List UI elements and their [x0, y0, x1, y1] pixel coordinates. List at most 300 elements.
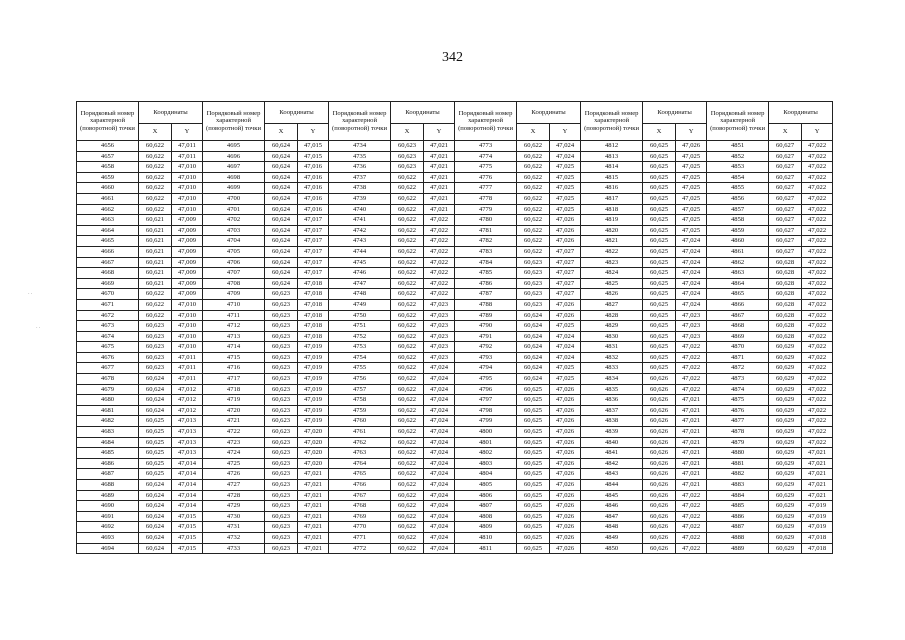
x-value-cell: 60,626 [643, 448, 676, 459]
header-y: Y [802, 124, 833, 141]
point-number-cell: 4804 [455, 469, 517, 480]
x-value-cell: 60,625 [517, 437, 550, 448]
x-value-cell: 60,622 [391, 416, 424, 427]
point-number-cell: 4869 [707, 331, 769, 342]
table-row [77, 236, 833, 247]
x-value-cell: 60,624 [139, 384, 172, 395]
x-value-cell: 60,626 [643, 511, 676, 522]
y-value-cell: 47,018 [298, 321, 329, 332]
point-number-cell: 4701 [203, 204, 265, 215]
x-value-cell: 60,629 [769, 395, 802, 406]
point-number-cell: 4685 [77, 448, 139, 459]
point-number-cell: 4823 [581, 257, 643, 268]
x-value-cell: 60,622 [391, 458, 424, 469]
point-number-cell: 4700 [203, 193, 265, 204]
x-value-cell: 60,629 [769, 416, 802, 427]
table-row [77, 289, 833, 300]
y-value-cell: 47,026 [550, 437, 581, 448]
x-value-cell: 60,625 [643, 278, 676, 289]
y-value-cell: 47,021 [802, 448, 833, 459]
point-number-cell: 4720 [203, 405, 265, 416]
y-value-cell: 47,022 [424, 268, 455, 279]
point-number-cell: 4674 [77, 331, 139, 342]
table-row [77, 225, 833, 236]
y-value-cell: 47,025 [550, 193, 581, 204]
table-row [77, 395, 833, 406]
y-value-cell: 47,010 [172, 299, 203, 310]
y-value-cell: 47,024 [424, 490, 455, 501]
x-value-cell: 60,622 [391, 331, 424, 342]
y-value-cell: 47,009 [172, 215, 203, 226]
point-number-cell: 4834 [581, 374, 643, 385]
y-value-cell: 47,022 [802, 246, 833, 257]
table-row [77, 480, 833, 491]
y-value-cell: 47,026 [550, 416, 581, 427]
point-number-cell: 4782 [455, 236, 517, 247]
x-value-cell: 60,625 [517, 532, 550, 543]
x-value-cell: 60,622 [391, 384, 424, 395]
y-value-cell: 47,023 [424, 321, 455, 332]
y-value-cell: 47,024 [424, 363, 455, 374]
point-number-cell: 4755 [329, 363, 391, 374]
point-number-cell: 4872 [707, 363, 769, 374]
y-value-cell: 47,010 [172, 193, 203, 204]
x-value-cell: 60,626 [643, 458, 676, 469]
y-value-cell: 47,010 [172, 204, 203, 215]
y-value-cell: 47,022 [802, 289, 833, 300]
point-number-cell: 4800 [455, 427, 517, 438]
y-value-cell: 47,015 [172, 543, 203, 554]
point-number-cell: 4704 [203, 236, 265, 247]
point-number-cell: 4799 [455, 416, 517, 427]
x-value-cell: 60,624 [265, 215, 298, 226]
y-value-cell: 47,024 [676, 268, 707, 279]
table-row [77, 352, 833, 363]
point-number-cell: 4843 [581, 469, 643, 480]
y-value-cell: 47,022 [676, 511, 707, 522]
x-value-cell: 60,624 [139, 511, 172, 522]
y-value-cell: 47,012 [172, 384, 203, 395]
x-value-cell: 60,625 [517, 427, 550, 438]
header-y: Y [424, 124, 455, 141]
y-value-cell: 47,023 [424, 331, 455, 342]
x-value-cell: 60,624 [517, 321, 550, 332]
x-value-cell: 60,623 [265, 480, 298, 491]
x-value-cell: 60,627 [769, 236, 802, 247]
y-value-cell: 47,019 [298, 342, 329, 353]
point-number-cell: 4679 [77, 384, 139, 395]
x-value-cell: 60,623 [265, 384, 298, 395]
y-value-cell: 47,024 [676, 289, 707, 300]
point-number-cell: 4691 [77, 511, 139, 522]
point-number-cell: 4710 [203, 299, 265, 310]
header-x: X [643, 124, 676, 141]
y-value-cell: 47,014 [172, 469, 203, 480]
point-number-cell: 4673 [77, 321, 139, 332]
point-number-cell: 4765 [329, 469, 391, 480]
y-value-cell: 47,017 [298, 257, 329, 268]
x-value-cell: 60,626 [643, 384, 676, 395]
point-number-cell: 4770 [329, 522, 391, 533]
y-value-cell: 47,021 [676, 458, 707, 469]
point-number-cell: 4735 [329, 151, 391, 162]
table-row [77, 299, 833, 310]
y-value-cell: 47,021 [424, 183, 455, 194]
point-number-cell: 4826 [581, 289, 643, 300]
x-value-cell: 60,622 [391, 257, 424, 268]
table-row [77, 374, 833, 385]
y-value-cell: 47,021 [298, 511, 329, 522]
x-value-cell: 60,629 [769, 437, 802, 448]
x-value-cell: 60,625 [517, 384, 550, 395]
x-value-cell: 60,623 [139, 352, 172, 363]
point-number-cell: 4743 [329, 236, 391, 247]
y-value-cell: 47,022 [424, 225, 455, 236]
y-value-cell: 47,022 [802, 321, 833, 332]
point-number-cell: 4709 [203, 289, 265, 300]
y-value-cell: 47,024 [676, 236, 707, 247]
y-value-cell: 47,022 [424, 289, 455, 300]
point-number-cell: 4781 [455, 225, 517, 236]
y-value-cell: 47,019 [298, 416, 329, 427]
x-value-cell: 60,628 [769, 289, 802, 300]
table-row [77, 384, 833, 395]
y-value-cell: 47,019 [802, 501, 833, 512]
table-row [77, 490, 833, 501]
point-number-cell: 4728 [203, 490, 265, 501]
point-number-cell: 4797 [455, 395, 517, 406]
y-value-cell: 47,024 [424, 427, 455, 438]
point-number-cell: 4661 [77, 193, 139, 204]
x-value-cell: 60,629 [769, 511, 802, 522]
y-value-cell: 47,009 [172, 278, 203, 289]
header-point-number: Порядковый номер характерной (поворотной) точки [203, 102, 265, 141]
point-number-cell: 4714 [203, 342, 265, 353]
point-number-cell: 4878 [707, 427, 769, 438]
y-value-cell: 47,026 [550, 395, 581, 406]
point-number-cell: 4880 [707, 448, 769, 459]
x-value-cell: 60,623 [265, 437, 298, 448]
x-value-cell: 60,626 [643, 480, 676, 491]
table-row [77, 416, 833, 427]
y-value-cell: 47,022 [802, 172, 833, 183]
point-number-cell: 4730 [203, 511, 265, 522]
x-value-cell: 60,622 [391, 204, 424, 215]
y-value-cell: 47,022 [676, 501, 707, 512]
x-value-cell: 60,626 [643, 374, 676, 385]
x-value-cell: 60,623 [265, 374, 298, 385]
x-value-cell: 60,622 [391, 405, 424, 416]
header-x: X [517, 124, 550, 141]
y-value-cell: 47,019 [802, 511, 833, 522]
x-value-cell: 60,629 [769, 543, 802, 554]
x-value-cell: 60,628 [769, 278, 802, 289]
x-value-cell: 60,627 [769, 215, 802, 226]
y-value-cell: 47,009 [172, 246, 203, 257]
header-y: Y [550, 124, 581, 141]
table-row [77, 183, 833, 194]
x-value-cell: 60,625 [517, 522, 550, 533]
x-value-cell: 60,624 [139, 501, 172, 512]
y-value-cell: 47,015 [298, 141, 329, 152]
y-value-cell: 47,021 [424, 162, 455, 173]
x-value-cell: 60,622 [391, 469, 424, 480]
point-number-cell: 4784 [455, 257, 517, 268]
y-value-cell: 47,009 [172, 268, 203, 279]
point-number-cell: 4686 [77, 458, 139, 469]
y-value-cell: 47,022 [802, 384, 833, 395]
y-value-cell: 47,024 [550, 151, 581, 162]
y-value-cell: 47,022 [802, 151, 833, 162]
point-number-cell: 4845 [581, 490, 643, 501]
x-value-cell: 60,624 [265, 151, 298, 162]
point-number-cell: 4672 [77, 310, 139, 321]
y-value-cell: 47,027 [550, 268, 581, 279]
point-number-cell: 4722 [203, 427, 265, 438]
point-number-cell: 4718 [203, 384, 265, 395]
point-number-cell: 4769 [329, 511, 391, 522]
point-number-cell: 4753 [329, 342, 391, 353]
y-value-cell: 47,026 [550, 405, 581, 416]
y-value-cell: 47,022 [676, 490, 707, 501]
x-value-cell: 60,626 [643, 501, 676, 512]
table-body [77, 141, 833, 554]
y-value-cell: 47,025 [676, 151, 707, 162]
point-number-cell: 4818 [581, 204, 643, 215]
point-number-cell: 4792 [455, 342, 517, 353]
y-value-cell: 47,010 [172, 342, 203, 353]
x-value-cell: 60,623 [265, 405, 298, 416]
x-value-cell: 60,629 [769, 405, 802, 416]
x-value-cell: 60,622 [391, 278, 424, 289]
point-number-cell: 4669 [77, 278, 139, 289]
x-value-cell: 60,629 [769, 469, 802, 480]
point-number-cell: 4703 [203, 225, 265, 236]
header-point-number: Порядковый номер характерной (поворотной) точки [581, 102, 643, 141]
x-value-cell: 60,626 [643, 405, 676, 416]
x-value-cell: 60,624 [139, 532, 172, 543]
x-value-cell: 60,629 [769, 384, 802, 395]
x-value-cell: 60,622 [139, 151, 172, 162]
header-y: Y [172, 124, 203, 141]
point-number-cell: 4681 [77, 405, 139, 416]
y-value-cell: 47,010 [172, 183, 203, 194]
y-value-cell: 47,024 [424, 480, 455, 491]
point-number-cell: 4734 [329, 141, 391, 152]
header-point-number: Порядковый номер характерной (поворотной) точки [707, 102, 769, 141]
y-value-cell: 47,024 [550, 331, 581, 342]
point-number-cell: 4729 [203, 501, 265, 512]
y-value-cell: 47,022 [802, 193, 833, 204]
x-value-cell: 60,625 [643, 257, 676, 268]
point-number-cell: 4696 [203, 151, 265, 162]
table-row [77, 278, 833, 289]
point-number-cell: 4732 [203, 532, 265, 543]
y-value-cell: 47,021 [676, 427, 707, 438]
x-value-cell: 60,629 [769, 352, 802, 363]
x-value-cell: 60,629 [769, 490, 802, 501]
y-value-cell: 47,024 [676, 246, 707, 257]
point-number-cell: 4811 [455, 543, 517, 554]
y-value-cell: 47,009 [172, 236, 203, 247]
y-value-cell: 47,026 [550, 384, 581, 395]
point-number-cell: 4819 [581, 215, 643, 226]
point-number-cell: 4814 [581, 162, 643, 173]
y-value-cell: 47,025 [550, 374, 581, 385]
y-value-cell: 47,022 [802, 183, 833, 194]
point-number-cell: 4777 [455, 183, 517, 194]
table-row [77, 162, 833, 173]
y-value-cell: 47,025 [676, 162, 707, 173]
point-number-cell: 4839 [581, 427, 643, 438]
x-value-cell: 60,626 [643, 543, 676, 554]
x-value-cell: 60,622 [517, 172, 550, 183]
point-number-cell: 4850 [581, 543, 643, 554]
point-number-cell: 4787 [455, 289, 517, 300]
point-number-cell: 4779 [455, 204, 517, 215]
x-value-cell: 60,624 [139, 405, 172, 416]
y-value-cell: 47,022 [802, 236, 833, 247]
table-row [77, 532, 833, 543]
y-value-cell: 47,010 [172, 321, 203, 332]
point-number-cell: 4858 [707, 215, 769, 226]
y-value-cell: 47,023 [424, 352, 455, 363]
point-number-cell: 4883 [707, 480, 769, 491]
point-number-cell: 4846 [581, 501, 643, 512]
x-value-cell: 60,625 [643, 310, 676, 321]
x-value-cell: 60,623 [265, 363, 298, 374]
x-value-cell: 60,622 [517, 183, 550, 194]
header-point-number: Порядковый номер характерной (поворотной) точки [329, 102, 391, 141]
x-value-cell: 60,629 [769, 427, 802, 438]
y-value-cell: 47,021 [802, 469, 833, 480]
y-value-cell: 47,019 [298, 374, 329, 385]
point-number-cell: 4868 [707, 321, 769, 332]
y-value-cell: 47,022 [802, 405, 833, 416]
point-number-cell: 4692 [77, 522, 139, 533]
y-value-cell: 47,022 [802, 204, 833, 215]
x-value-cell: 60,623 [139, 331, 172, 342]
x-value-cell: 60,629 [769, 448, 802, 459]
x-value-cell: 60,624 [265, 162, 298, 173]
x-value-cell: 60,623 [517, 268, 550, 279]
table-row [77, 246, 833, 257]
point-number-cell: 4767 [329, 490, 391, 501]
point-number-cell: 4828 [581, 310, 643, 321]
y-value-cell: 47,024 [424, 395, 455, 406]
point-number-cell: 4817 [581, 193, 643, 204]
point-number-cell: 4757 [329, 384, 391, 395]
x-value-cell: 60,625 [643, 363, 676, 374]
point-number-cell: 4793 [455, 352, 517, 363]
x-value-cell: 60,625 [643, 151, 676, 162]
point-number-cell: 4849 [581, 532, 643, 543]
table-row [77, 522, 833, 533]
x-value-cell: 60,622 [391, 480, 424, 491]
x-value-cell: 60,625 [517, 448, 550, 459]
x-value-cell: 60,623 [265, 289, 298, 300]
header-coordinates: Координаты [265, 102, 329, 124]
y-value-cell: 47,021 [424, 151, 455, 162]
coordinates-table [76, 101, 833, 554]
table-row [77, 543, 833, 554]
y-value-cell: 47,025 [676, 225, 707, 236]
y-value-cell: 47,025 [676, 204, 707, 215]
x-value-cell: 60,623 [265, 511, 298, 522]
y-value-cell: 47,018 [298, 331, 329, 342]
point-number-cell: 4750 [329, 310, 391, 321]
y-value-cell: 47,016 [298, 162, 329, 173]
y-value-cell: 47,025 [550, 321, 581, 332]
point-number-cell: 4680 [77, 395, 139, 406]
point-number-cell: 4771 [329, 532, 391, 543]
y-value-cell: 47,021 [424, 204, 455, 215]
x-value-cell: 60,628 [769, 268, 802, 279]
point-number-cell: 4822 [581, 246, 643, 257]
header-y: Y [298, 124, 329, 141]
y-value-cell: 47,022 [802, 162, 833, 173]
y-value-cell: 47,022 [802, 352, 833, 363]
x-value-cell: 60,622 [391, 172, 424, 183]
point-number-cell: 4698 [203, 172, 265, 183]
x-value-cell: 60,623 [265, 342, 298, 353]
y-value-cell: 47,009 [172, 225, 203, 236]
x-value-cell: 60,625 [517, 469, 550, 480]
x-value-cell: 60,624 [265, 183, 298, 194]
point-number-cell: 4794 [455, 363, 517, 374]
x-value-cell: 60,625 [643, 183, 676, 194]
y-value-cell: 47,022 [802, 299, 833, 310]
y-value-cell: 47,011 [172, 352, 203, 363]
y-value-cell: 47,022 [802, 395, 833, 406]
y-value-cell: 47,026 [550, 215, 581, 226]
x-value-cell: 60,622 [391, 363, 424, 374]
y-value-cell: 47,011 [172, 363, 203, 374]
point-number-cell: 4885 [707, 501, 769, 512]
table-row [77, 331, 833, 342]
point-number-cell: 4711 [203, 310, 265, 321]
point-number-cell: 4778 [455, 193, 517, 204]
y-value-cell: 47,021 [424, 141, 455, 152]
x-value-cell: 60,624 [139, 490, 172, 501]
x-value-cell: 60,623 [139, 321, 172, 332]
point-number-cell: 4712 [203, 321, 265, 332]
point-number-cell: 4836 [581, 395, 643, 406]
point-number-cell: 4726 [203, 469, 265, 480]
y-value-cell: 47,021 [298, 469, 329, 480]
y-value-cell: 47,026 [550, 469, 581, 480]
y-value-cell: 47,025 [676, 215, 707, 226]
y-value-cell: 47,025 [676, 172, 707, 183]
y-value-cell: 47,022 [676, 543, 707, 554]
point-number-cell: 4697 [203, 162, 265, 173]
y-value-cell: 47,026 [550, 299, 581, 310]
point-number-cell: 4695 [203, 141, 265, 152]
point-number-cell: 4668 [77, 268, 139, 279]
y-value-cell: 47,026 [550, 310, 581, 321]
y-value-cell: 47,022 [424, 236, 455, 247]
point-number-cell: 4884 [707, 490, 769, 501]
x-value-cell: 60,622 [517, 162, 550, 173]
x-value-cell: 60,624 [139, 543, 172, 554]
table-row [77, 427, 833, 438]
y-value-cell: 47,024 [550, 141, 581, 152]
point-number-cell: 4864 [707, 278, 769, 289]
point-number-cell: 4670 [77, 289, 139, 300]
y-value-cell: 47,024 [424, 532, 455, 543]
y-value-cell: 47,012 [172, 405, 203, 416]
y-value-cell: 47,015 [172, 522, 203, 533]
